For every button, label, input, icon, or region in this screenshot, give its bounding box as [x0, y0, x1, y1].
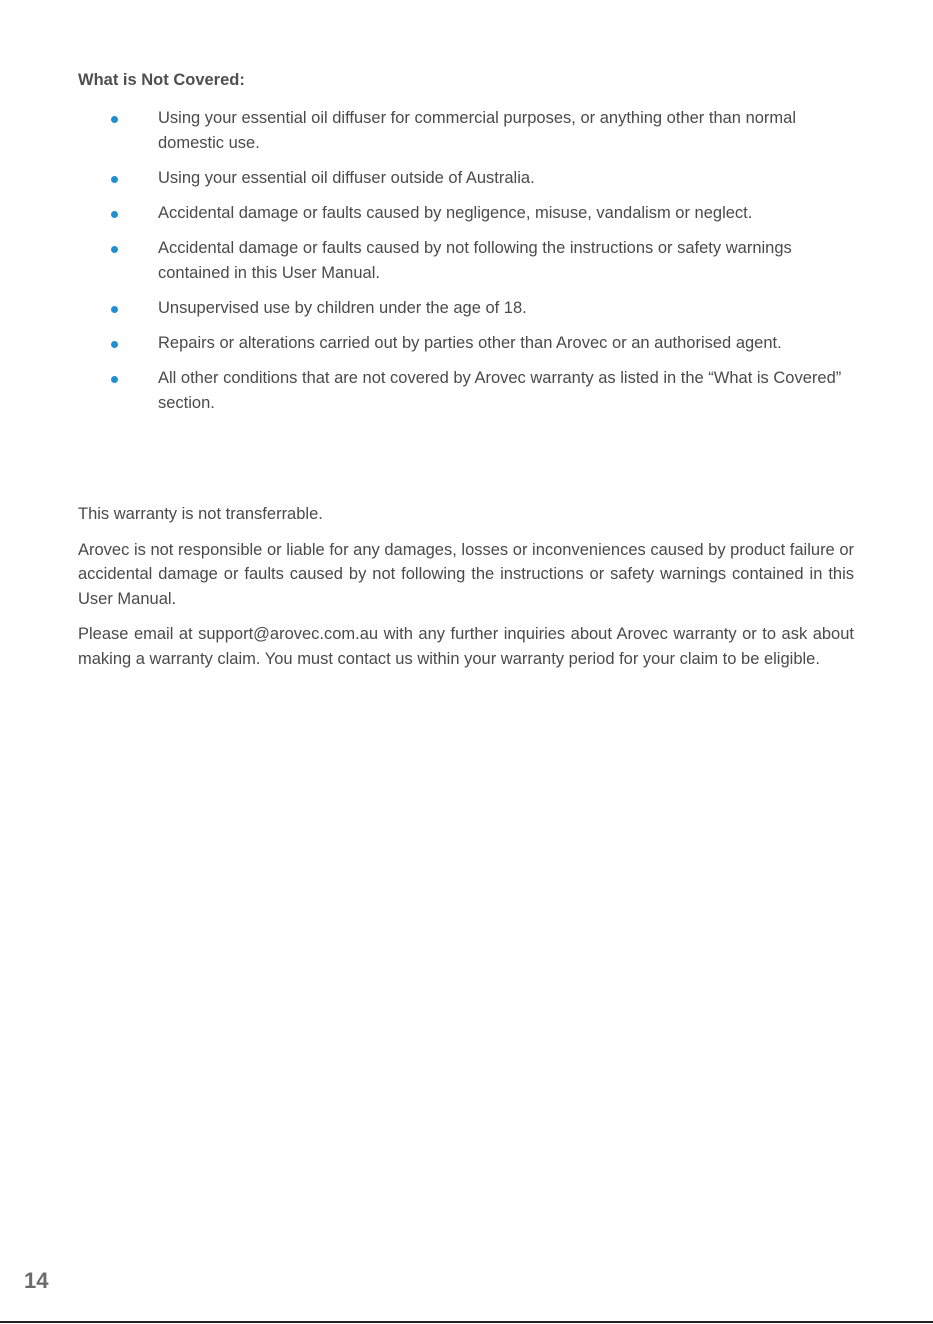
list-item — [0, 366, 933, 416]
list-item — [0, 166, 933, 191]
list-item-text: Accidental damage or faults caused by not following the instructions or safety warnings contained in this User Manual. — [158, 239, 792, 282]
section-heading: What is Not Covered: — [78, 71, 245, 89]
list-item-text: Accidental damage or faults caused by negligence, misuse, vandalism or neglect. — [158, 204, 753, 222]
list-item — [0, 201, 933, 226]
bullet-icon — [111, 246, 118, 253]
list-item — [0, 331, 933, 356]
list-item-text: All other conditions that are not covered by Arovec warranty as listed in the “What is Covered” section. — [158, 369, 842, 412]
list-item-text: Repairs or alterations carried out by parties other than Arovec or an authorised agent. — [158, 334, 782, 352]
list-item — [0, 106, 933, 156]
liability-disclaimer: Arovec is not responsible or liable for any damages, losses or inconveniences caused by product failure or accidental damage or faults caused by not following the instructions or safety warnings contained in this User Manual. — [78, 540, 854, 608]
warranty-terms — [78, 502, 854, 682]
page-number: 14 — [24, 1268, 49, 1293]
list-item-text: Unsupervised use by children under the age of 18. — [158, 299, 527, 317]
list-item — [0, 236, 933, 286]
bullet-icon — [111, 341, 118, 348]
list-item-text: Using your essential oil diffuser outside of Australia. — [158, 169, 535, 187]
bullet-icon — [111, 116, 118, 123]
bullet-icon — [111, 376, 118, 383]
list-item — [0, 296, 933, 321]
page-bottom-divider — [0, 1321, 933, 1323]
bullet-icon — [111, 176, 118, 183]
transfer-notice: This warranty is not transferrable. — [78, 505, 323, 523]
bullet-icon — [111, 211, 118, 218]
bullet-icon — [111, 306, 118, 313]
contact-instructions: Please email at support@arovec.com.au with any further inquiries about Arovec warranty or to ask about making a warranty claim. You must contact us within your warranty period for your claim to be eligible. — [78, 625, 854, 668]
not-covered-list — [0, 106, 933, 426]
list-item-text: Using your essential oil diffuser for commercial purposes, or anything other than normal domestic use. — [158, 109, 797, 152]
